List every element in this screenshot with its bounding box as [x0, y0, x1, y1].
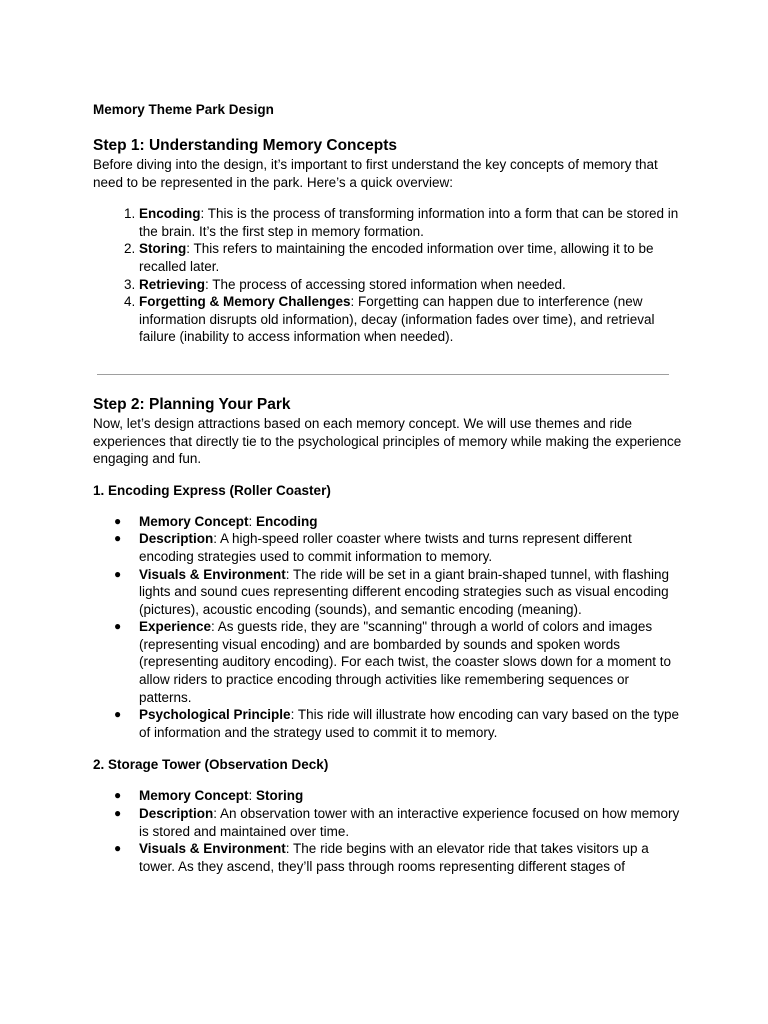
bullet-term: Psychological Principle	[139, 707, 291, 723]
attraction-2-details	[93, 787, 683, 875]
bullet-value: Encoding	[256, 513, 318, 529]
list-item	[114, 618, 683, 706]
attraction-2-title: 2. Storage Tower (Observation Deck)	[93, 757, 329, 773]
bullet-separator: :	[248, 513, 257, 529]
concept-text: : This is the process of transforming information into a form that can be stored in the brain. It’s the first step in memory formation.	[139, 206, 679, 239]
concept-text: : This refers to maintaining the encoded information over time, allowing it to be recalled later.	[139, 241, 654, 274]
bullet-term: Visuals & Environment	[139, 566, 286, 582]
bullet-value: Storing	[256, 788, 304, 804]
step1-heading: Step 1: Understanding Memory Concepts	[93, 137, 398, 154]
document-page	[93, 101, 683, 875]
bullet-icon: ●	[114, 531, 122, 546]
bullet-text: : This ride will illustrate how encoding can vary based on the type of information and the strategy used to commit it to memory.	[139, 707, 680, 740]
bullet-term: Memory Concept	[139, 513, 249, 529]
list-item	[139, 240, 683, 275]
bullet-icon: ●	[114, 707, 122, 722]
concept-term: Storing	[139, 241, 187, 257]
bullet-icon: ●	[114, 841, 122, 856]
horizontal-divider	[97, 374, 669, 375]
list-item	[114, 530, 683, 565]
memory-concepts-list	[93, 205, 683, 346]
concept-term: Forgetting & Memory Challenges	[139, 294, 351, 310]
concept-text: : Forgetting can happen due to interference (new information disrupts old information), decay (information fades over time), and retrieval failure (inability to access information when needed).	[139, 294, 655, 345]
bullet-icon: ●	[114, 513, 122, 528]
attraction-1-title: 1. Encoding Express (Roller Coaster)	[93, 482, 331, 498]
bullet-text: : An observation tower with an interactive experience focused on how memory is stored and maintained over time.	[139, 806, 680, 839]
concept-term: Retrieving	[139, 276, 206, 292]
bullet-icon: ●	[114, 566, 122, 581]
list-item	[139, 205, 683, 240]
list-item	[114, 840, 683, 875]
step1-intro: Before diving into the design, it’s important to first understand the key concepts of memory that need to be represented in the park. Here’s a quick overview:	[93, 157, 658, 190]
step2-intro: Now, let’s design attractions based on each memory concept. We will use themes and ride experiences that directly tie to the psychological principles of memory while making the experience engaging and fun.	[93, 415, 682, 467]
list-item	[114, 805, 683, 840]
bullet-text: : A high-speed roller coaster where twists and turns represent different encoding strategies used to commit information to memory.	[139, 531, 632, 564]
attraction-1-details	[93, 513, 683, 742]
list-item	[139, 276, 683, 294]
bullet-term: Description	[139, 806, 214, 822]
document-title: Memory Theme Park Design	[93, 102, 274, 117]
bullet-term: Description	[139, 531, 214, 547]
bullet-text: : The ride begins with an elevator ride that takes visitors up a tower. As they ascend, they’ll pass through rooms representing different stages of	[139, 841, 649, 874]
list-item	[114, 706, 683, 741]
bullet-icon: ●	[114, 806, 122, 821]
concept-text: : The process of accessing stored information when needed.	[205, 276, 566, 292]
bullet-icon: ●	[114, 788, 122, 803]
concept-term: Encoding	[139, 206, 201, 222]
bullet-term: Memory Concept	[139, 788, 249, 804]
list-item	[114, 787, 683, 805]
bullet-icon: ●	[114, 619, 122, 634]
list-item	[114, 513, 683, 531]
step2-heading: Step 2: Planning Your Park	[93, 395, 291, 413]
bullet-text: : As guests ride, they are "scanning" through a world of colors and images (representing visual encoding) and are bombarded by sounds and spoken words (representing auditory encoding). For each twist, the coaster slows down for a moment to allow riders to practice encoding through activities like remembering sequences or patterns.	[139, 619, 672, 705]
bullet-separator: :	[248, 788, 257, 804]
bullet-term: Experience	[139, 619, 212, 635]
bullet-term: Visuals & Environment	[139, 841, 286, 857]
list-item	[139, 293, 683, 346]
bullet-text: : The ride will be set in a giant brain-shaped tunnel, with flashing lights and sound cues representing different encoding strategies such as visual encoding (pictures), acoustic encoding (sounds), and semantic encoding (meaning).	[139, 566, 670, 617]
list-item	[114, 566, 683, 619]
